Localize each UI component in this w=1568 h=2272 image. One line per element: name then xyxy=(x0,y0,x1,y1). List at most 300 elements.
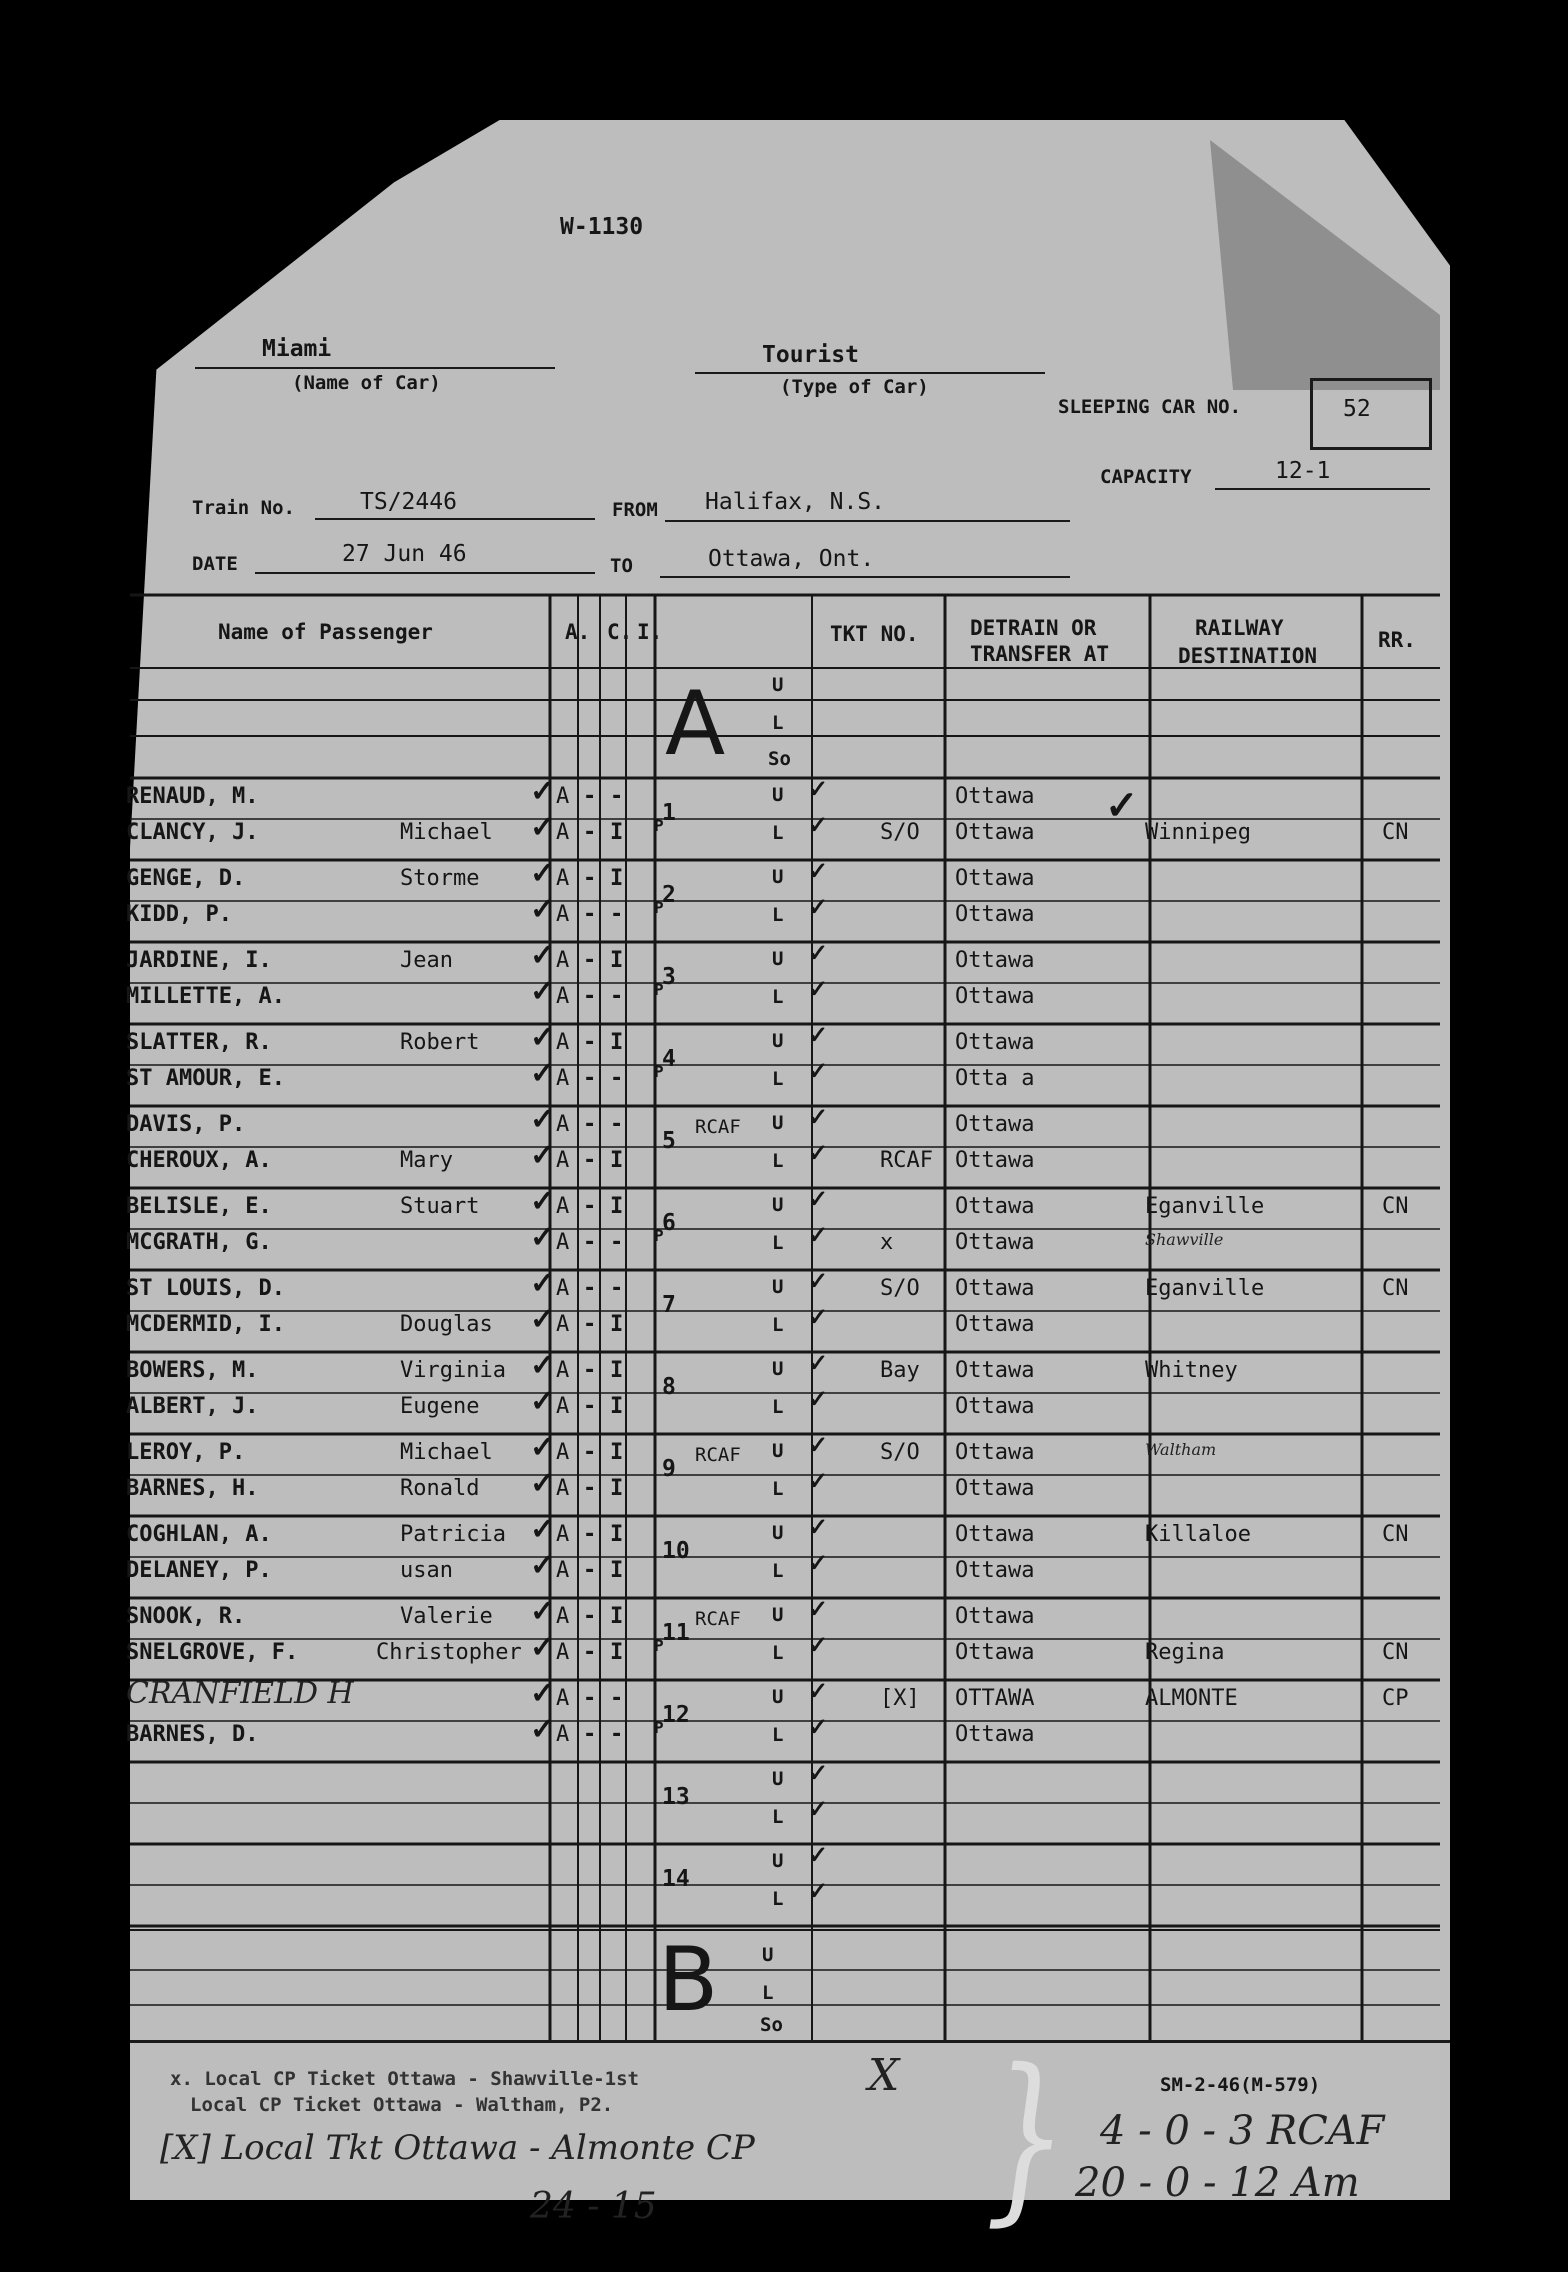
section-b-u: U xyxy=(762,1944,774,1966)
col-a-value: A xyxy=(556,1230,570,1255)
section-b-so: So xyxy=(760,2014,783,2036)
passenger-name: MCGRATH, G. xyxy=(126,1230,272,1255)
train-no: TS/2446 xyxy=(360,489,457,515)
check-mark: ✓ xyxy=(808,856,829,885)
col-c-value: - xyxy=(583,1112,597,1137)
col-a-value: A xyxy=(556,1358,570,1383)
check-mark: ✓ xyxy=(808,892,829,921)
berth-upper-mark: U xyxy=(772,1686,784,1708)
railroad-code: CN xyxy=(1382,1194,1409,1219)
passenger-given-name: Patricia xyxy=(400,1522,506,1547)
detrain-station: Ottawa xyxy=(955,1148,1035,1173)
col-c-value: - xyxy=(583,1686,597,1711)
railway-destination: Eganville xyxy=(1145,1276,1265,1301)
railroad-code: CN xyxy=(1382,1276,1409,1301)
ticket-number: S/O xyxy=(880,1276,920,1301)
detrain-station: Ottawa xyxy=(955,1604,1035,1629)
col-i-value: I xyxy=(610,1604,624,1629)
check-mark: ✓ xyxy=(808,810,829,839)
berth-note: RCAF xyxy=(695,1608,741,1630)
passenger-given-name: Michael xyxy=(400,1440,493,1465)
col-c-value: - xyxy=(583,1066,597,1091)
col-a-value: A xyxy=(556,984,570,1009)
col-a-value: A xyxy=(556,1148,570,1173)
berth-p-mark: P xyxy=(654,816,664,835)
car-name: Miami xyxy=(262,336,332,362)
col-i-value: I xyxy=(610,866,624,891)
check-mark: ✓ xyxy=(808,1758,829,1787)
check-mark: ✓ xyxy=(530,1594,556,1629)
detrain-station: Ottawa xyxy=(955,1112,1035,1137)
detrain-station: Ottawa xyxy=(955,1394,1035,1419)
col-c-value: - xyxy=(583,820,597,845)
check-mark: ✓ xyxy=(530,1056,556,1091)
col-c-value: - xyxy=(583,1394,597,1419)
footer-tally-2: 20 - 0 - 12 Am xyxy=(1075,2160,1360,2206)
check-mark: ✓ xyxy=(808,1266,829,1295)
check-mark: ✓ xyxy=(530,938,556,973)
passenger-name: KIDD, P. xyxy=(126,902,232,927)
railway-destination: ALMONTE xyxy=(1145,1686,1238,1711)
check-mark: ✓ xyxy=(808,1676,829,1705)
check-mark: ✓ xyxy=(808,1102,829,1131)
passenger-name: LEROY, P. xyxy=(126,1440,246,1465)
from: Halifax, N.S. xyxy=(705,489,886,515)
passenger-name: MILLETTE, A. xyxy=(126,984,285,1009)
col-c-value: - xyxy=(583,1440,597,1465)
passenger-given-name: Douglas xyxy=(400,1312,493,1337)
passenger-name: CRANFIELD H xyxy=(126,1676,354,1711)
berth-number: 9 xyxy=(662,1456,676,1482)
berth-p-mark: P xyxy=(654,1226,664,1245)
detrain-station: Ottawa xyxy=(955,1194,1035,1219)
col-a-value: A xyxy=(556,1394,570,1419)
berth-lower-mark: L xyxy=(772,986,784,1008)
detrain-station: Ottawa xyxy=(955,1522,1035,1547)
passenger-name: CHEROUX, A. xyxy=(126,1148,272,1173)
col-a-value: A xyxy=(556,1686,570,1711)
col-a-value: A xyxy=(556,948,570,973)
col-c-value: - xyxy=(583,1640,597,1665)
footer-note-1-mark: X xyxy=(868,2050,900,2101)
berth-lower-mark: L xyxy=(772,1642,784,1664)
railway-destination: Shawville xyxy=(1145,1230,1224,1249)
berth-number: 1 xyxy=(662,800,676,826)
col-i-value: - xyxy=(610,1686,624,1711)
berth-number: 14 xyxy=(662,1866,690,1892)
berth-upper-mark: U xyxy=(772,784,784,806)
detrain-station: OTTAWA xyxy=(955,1686,1035,1711)
detrain-station: Ottawa xyxy=(955,1476,1035,1501)
check-mark: ✓ xyxy=(530,1466,556,1501)
col-c-value: - xyxy=(583,866,597,891)
check-mark: ✓ xyxy=(808,1384,829,1413)
passenger-name: MCDERMID, I. xyxy=(126,1312,285,1337)
berth-number: 2 xyxy=(662,882,676,908)
berth-lower-mark: L xyxy=(772,1068,784,1090)
col-a-value: A xyxy=(556,1276,570,1301)
col-i-value: - xyxy=(610,1276,624,1301)
railway-destination: Waltham xyxy=(1145,1440,1217,1459)
section-a-l: L xyxy=(772,712,784,734)
check-mark: ✓ xyxy=(808,1840,829,1869)
berth-lower-mark: L xyxy=(772,1806,784,1828)
passenger-name: SNELGROVE, F. xyxy=(126,1640,299,1665)
check-mark: ✓ xyxy=(530,1220,556,1255)
berth-lower-mark: L xyxy=(772,904,784,926)
date: 27 Jun 46 xyxy=(342,541,467,567)
col-a-value: A xyxy=(556,1030,570,1055)
berth-p-mark: P xyxy=(654,898,664,917)
detrain-station: Ottawa xyxy=(955,1230,1035,1255)
header-c: C. xyxy=(607,620,633,644)
col-i-value: I xyxy=(610,1394,624,1419)
col-i-value: I xyxy=(610,1558,624,1583)
berth-upper-mark: U xyxy=(772,948,784,970)
berth-upper-mark: U xyxy=(772,1194,784,1216)
berth-number: 8 xyxy=(662,1374,676,1400)
check-mark: ✓ xyxy=(808,1348,829,1377)
ticket-number: x xyxy=(880,1230,894,1255)
detrain-station: Ottawa xyxy=(955,820,1035,845)
berth-number: 6 xyxy=(662,1210,676,1236)
check-mark: ✓ xyxy=(808,1712,829,1741)
footer-brace: } xyxy=(985,2029,1068,2243)
section-b-l: L xyxy=(762,1982,774,2004)
col-c-value: - xyxy=(583,1722,597,1747)
check-mark: ✓ xyxy=(808,1512,829,1541)
berth-number: 5 xyxy=(662,1128,676,1154)
check-mark: ✓ xyxy=(530,1430,556,1465)
check-mark: ✓ xyxy=(530,1138,556,1173)
to: Ottawa, Ont. xyxy=(708,546,875,572)
check-mark: ✓ xyxy=(808,774,829,803)
passenger-name: BARNES, H. xyxy=(126,1476,259,1501)
check-mark: ✓ xyxy=(530,856,556,891)
header-i: I. xyxy=(637,620,663,644)
col-c-value: - xyxy=(583,1030,597,1055)
date-label: DATE xyxy=(192,553,238,575)
berth-upper-mark: U xyxy=(772,1850,784,1872)
col-c-value: - xyxy=(583,1148,597,1173)
berth-upper-mark: U xyxy=(772,1440,784,1462)
col-a-value: A xyxy=(556,1440,570,1465)
passenger-given-name: Christopher xyxy=(376,1640,522,1665)
train-label: Train No. xyxy=(192,497,295,519)
passenger-name: BARNES, D. xyxy=(126,1722,259,1747)
footer-note-3: [X] Local Tkt Ottawa - Almonte CP xyxy=(160,2128,755,2168)
passenger-given-name: Jean xyxy=(400,948,453,973)
check-mark: ✓ xyxy=(530,1302,556,1337)
berth-upper-mark: U xyxy=(772,1522,784,1544)
col-c-value: - xyxy=(583,1194,597,1219)
detrain-station: Ottawa xyxy=(955,1440,1035,1465)
footer-rule xyxy=(130,2040,1450,2043)
berth-note: RCAF xyxy=(695,1116,741,1138)
berth-lower-mark: L xyxy=(772,1560,784,1582)
berth-lower-mark: L xyxy=(772,1314,784,1336)
railroad-code: CN xyxy=(1382,820,1409,845)
col-a-value: A xyxy=(556,866,570,891)
header-railway-2: DESTINATION xyxy=(1178,644,1318,668)
footer-note-4: 24 - 15 xyxy=(530,2186,657,2227)
passenger-name: BELISLE, E. xyxy=(126,1194,272,1219)
col-a-value: A xyxy=(556,784,570,809)
berth-number: 4 xyxy=(662,1046,676,1072)
passenger-given-name: Eugene xyxy=(400,1394,480,1419)
ticket-number: S/O xyxy=(880,1440,920,1465)
col-i-value: - xyxy=(610,984,624,1009)
detrain-station: Ottawa xyxy=(955,1358,1035,1383)
detrain-station: Ottawa xyxy=(955,866,1035,891)
check-mark: ✓ xyxy=(808,1020,829,1049)
berth-number: 11 xyxy=(662,1620,690,1646)
berth-number: 10 xyxy=(662,1538,690,1564)
capacity-label: CAPACITY xyxy=(1100,466,1192,488)
col-c-value: - xyxy=(583,784,597,809)
passenger-name: SLATTER, R. xyxy=(126,1030,272,1055)
berth-upper-mark: U xyxy=(772,1112,784,1134)
passenger-given-name: Michael xyxy=(400,820,493,845)
check-mark: ✓ xyxy=(808,1466,829,1495)
ticket-number: S/O xyxy=(880,820,920,845)
detrain-station: Ottawa xyxy=(955,1558,1035,1583)
railway-destination: Whitney xyxy=(1145,1358,1238,1383)
berth-lower-mark: L xyxy=(772,1478,784,1500)
col-i-value: I xyxy=(610,1194,624,1219)
check-mark: ✓ xyxy=(530,1548,556,1583)
col-a-value: A xyxy=(556,1066,570,1091)
col-i-value: I xyxy=(610,820,624,845)
col-a-value: A xyxy=(556,1476,570,1501)
passenger-name: GENGE, D. xyxy=(126,866,246,891)
check-mark: ✓ xyxy=(530,1266,556,1301)
col-c-value: - xyxy=(583,1558,597,1583)
detrain-station: Ottawa xyxy=(955,1276,1035,1301)
col-i-value: - xyxy=(610,1230,624,1255)
detrain-station: Ottawa xyxy=(955,784,1035,809)
passenger-given-name: usan xyxy=(400,1558,453,1583)
berth-number: 13 xyxy=(662,1784,690,1810)
col-i-value: - xyxy=(610,1722,624,1747)
col-c-value: - xyxy=(583,984,597,1009)
passenger-given-name: Robert xyxy=(400,1030,480,1055)
passenger-name: JARDINE, I. xyxy=(126,948,272,973)
col-i-value: - xyxy=(610,1066,624,1091)
berth-number: 3 xyxy=(662,964,676,990)
section-a-so: So xyxy=(768,748,791,770)
col-i-value: - xyxy=(610,1112,624,1137)
berth-lower-mark: L xyxy=(772,1232,784,1254)
check-mark: ✓ xyxy=(530,1102,556,1137)
railway-destination: Eganville xyxy=(1145,1194,1265,1219)
passenger-given-name: Storme xyxy=(400,866,480,891)
col-a-value: A xyxy=(556,902,570,927)
check-mark: ✓ xyxy=(808,1302,829,1331)
check-mark: ✓ xyxy=(530,1020,556,1055)
col-c-value: - xyxy=(583,1230,597,1255)
col-i-value: I xyxy=(610,1522,624,1547)
col-i-value: I xyxy=(610,1312,624,1337)
check-mark: ✓ xyxy=(530,1512,556,1547)
col-a-value: A xyxy=(556,1722,570,1747)
header-railway-1: RAILWAY xyxy=(1195,616,1284,640)
railway-destination: Winnipeg xyxy=(1145,820,1251,845)
col-a-value: A xyxy=(556,1112,570,1137)
form-code: W-1130 xyxy=(560,214,644,240)
passenger-given-name: Stuart xyxy=(400,1194,480,1219)
berth-upper-mark: U xyxy=(772,1768,784,1790)
check-mark: ✓ xyxy=(808,1630,829,1659)
footer-tally-1: 4 - 0 - 3 RCAF xyxy=(1100,2108,1385,2154)
berth-lower-mark: L xyxy=(772,1396,784,1418)
passenger-name: RENAUD, M. xyxy=(126,784,259,809)
col-a-value: A xyxy=(556,1194,570,1219)
header-tkt: TKT NO. xyxy=(830,622,919,646)
check-mark: ✓ xyxy=(808,1056,829,1085)
berth-p-mark: P xyxy=(654,1636,664,1655)
detrain-station: Ottawa xyxy=(955,1640,1035,1665)
ticket-number: [X] xyxy=(880,1686,920,1711)
berth-upper-mark: U xyxy=(772,1604,784,1626)
detrain-station: Ottawa xyxy=(955,902,1035,927)
col-a-value: A xyxy=(556,1312,570,1337)
check-mark: ✓ xyxy=(808,1138,829,1167)
berth-p-mark: P xyxy=(654,980,664,999)
berth-p-mark: P xyxy=(654,1718,664,1737)
footer-note-2: Local CP Ticket Ottawa - Waltham, P2. xyxy=(190,2094,614,2116)
check-mark: ✓ xyxy=(808,974,829,1003)
col-a-value: A xyxy=(556,820,570,845)
railroad-code: CP xyxy=(1382,1686,1409,1711)
car-type: Tourist xyxy=(762,342,859,368)
passenger-name: SNOOK, R. xyxy=(126,1604,246,1629)
passenger-name: COGHLAN, A. xyxy=(126,1522,272,1547)
check-mark: ✓ xyxy=(808,1220,829,1249)
berth-lower-mark: L xyxy=(772,1150,784,1172)
col-i-value: I xyxy=(610,948,624,973)
berth-upper-mark: U xyxy=(772,1358,784,1380)
car-type-label: (Type of Car) xyxy=(780,376,929,398)
detrain-station: Ottawa xyxy=(955,1030,1035,1055)
passenger-name: DAVIS, P. xyxy=(126,1112,246,1137)
berth-p-mark: P xyxy=(654,1062,664,1081)
check-mark: ✓ xyxy=(1105,782,1139,829)
sleeping-car-label: SLEEPING CAR NO. xyxy=(1058,396,1242,418)
col-i-value: I xyxy=(610,1440,624,1465)
berth-lower-mark: L xyxy=(772,1724,784,1746)
col-a-value: A xyxy=(556,1604,570,1629)
section-a-u: U xyxy=(772,674,784,696)
berth-lower-mark: L xyxy=(772,1888,784,1910)
check-mark: ✓ xyxy=(530,810,556,845)
col-a-value: A xyxy=(556,1640,570,1665)
col-i-value: I xyxy=(610,1148,624,1173)
check-mark: ✓ xyxy=(530,892,556,927)
detrain-station: Ottawa xyxy=(955,984,1035,1009)
check-mark: ✓ xyxy=(808,1430,829,1459)
from-label: FROM xyxy=(612,499,658,521)
passenger-name: BOWERS, M. xyxy=(126,1358,259,1383)
footer-note-1: x. Local CP Ticket Ottawa - Shawville-1st xyxy=(170,2068,639,2090)
berth-number: 12 xyxy=(662,1702,690,1728)
passenger-given-name: Mary xyxy=(400,1148,453,1173)
col-i-value: - xyxy=(610,902,624,927)
detrain-station: Ottawa xyxy=(955,1312,1035,1337)
berth-lower-mark: L xyxy=(772,822,784,844)
header-detrain-1: DETRAIN OR xyxy=(970,616,1097,640)
check-mark: ✓ xyxy=(530,1712,556,1747)
railway-destination: Regina xyxy=(1145,1640,1225,1665)
header-name: Name of Passenger xyxy=(218,620,433,644)
passenger-name: ST AMOUR, E. xyxy=(126,1066,285,1091)
check-mark: ✓ xyxy=(808,1548,829,1577)
detrain-station: Ottawa xyxy=(955,1722,1035,1747)
ticket-number: Bay xyxy=(880,1358,920,1383)
railroad-code: CN xyxy=(1382,1640,1409,1665)
check-mark: ✓ xyxy=(530,1384,556,1419)
col-i-value: I xyxy=(610,1358,624,1383)
check-mark: ✓ xyxy=(530,1348,556,1383)
col-a-value: A xyxy=(556,1522,570,1547)
check-mark: ✓ xyxy=(808,938,829,967)
berth-upper-mark: U xyxy=(772,1276,784,1298)
detrain-station: Otta a xyxy=(955,1066,1035,1091)
passenger-given-name: Virginia xyxy=(400,1358,506,1383)
col-i-value: I xyxy=(610,1030,624,1055)
check-mark: ✓ xyxy=(530,974,556,1009)
berth-upper-mark: U xyxy=(772,866,784,888)
header-rr: RR. xyxy=(1378,628,1416,652)
col-c-value: - xyxy=(583,902,597,927)
col-c-value: - xyxy=(583,1604,597,1629)
sleeping-car-no: 52 xyxy=(1343,396,1371,422)
col-i-value: - xyxy=(610,784,624,809)
header-detrain-2: TRANSFER AT xyxy=(970,642,1110,666)
to-label: TO xyxy=(610,555,633,577)
col-c-value: - xyxy=(583,1358,597,1383)
check-mark: ✓ xyxy=(808,1794,829,1823)
col-c-value: - xyxy=(583,1312,597,1337)
passenger-given-name: Valerie xyxy=(400,1604,493,1629)
passenger-name: DELANEY, P. xyxy=(126,1558,272,1583)
section-a-letter: A xyxy=(665,672,726,775)
col-c-value: - xyxy=(583,948,597,973)
check-mark: ✓ xyxy=(530,1676,556,1711)
check-mark: ✓ xyxy=(530,1184,556,1219)
passenger-given-name: Ronald xyxy=(400,1476,480,1501)
ticket-number: RCAF xyxy=(880,1148,933,1173)
header-a: A. xyxy=(565,620,591,644)
check-mark: ✓ xyxy=(530,774,556,809)
section-b-letter: B xyxy=(658,1928,719,2031)
col-i-value: I xyxy=(610,1476,624,1501)
check-mark: ✓ xyxy=(808,1876,829,1905)
check-mark: ✓ xyxy=(808,1594,829,1623)
berth-upper-mark: U xyxy=(772,1030,784,1052)
berth-note: RCAF xyxy=(695,1444,741,1466)
passenger-name: ALBERT, J. xyxy=(126,1394,259,1419)
check-mark: ✓ xyxy=(808,1184,829,1213)
berth-number: 7 xyxy=(662,1292,676,1318)
col-i-value: I xyxy=(610,1640,624,1665)
check-mark: ✓ xyxy=(530,1630,556,1665)
col-c-value: - xyxy=(583,1522,597,1547)
col-c-value: - xyxy=(583,1476,597,1501)
railroad-code: CN xyxy=(1382,1522,1409,1547)
col-a-value: A xyxy=(556,1558,570,1583)
col-c-value: - xyxy=(583,1276,597,1301)
